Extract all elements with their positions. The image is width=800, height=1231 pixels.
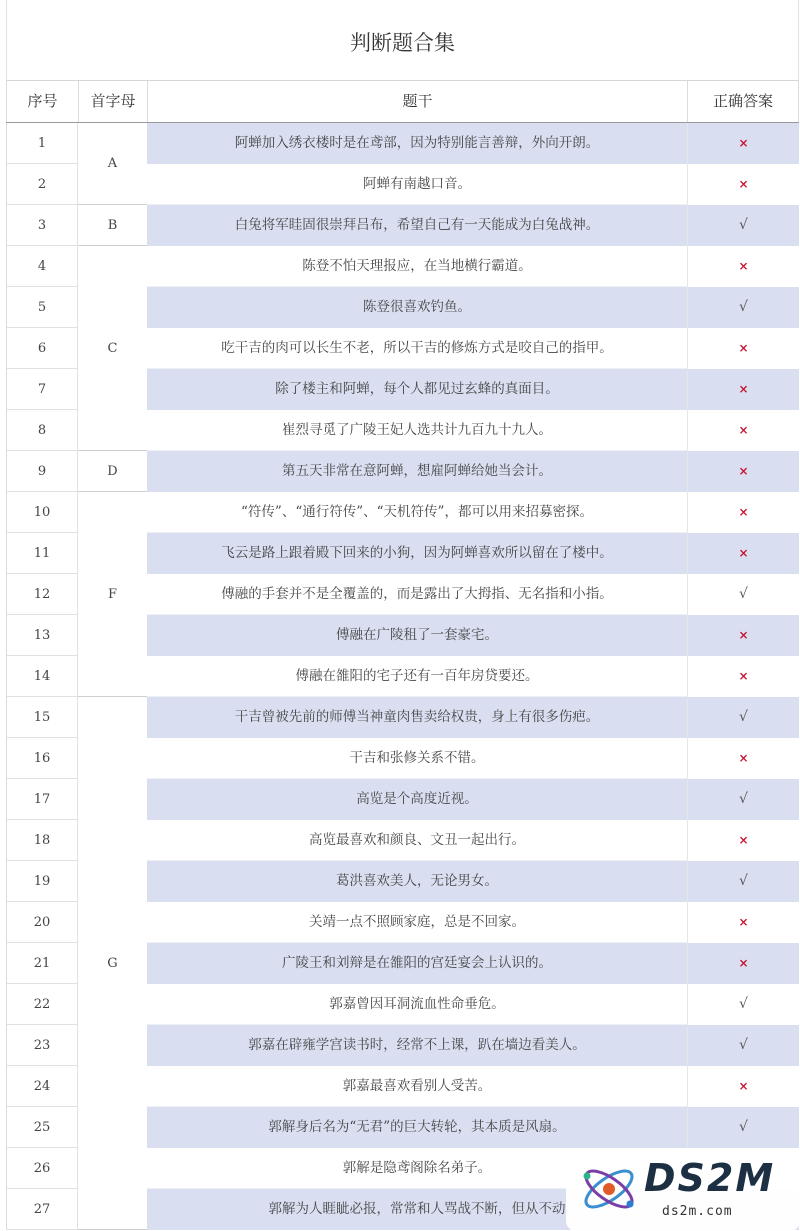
question-cell: 高览最喜欢和颜良、文丑一起出行。: [147, 820, 687, 861]
answer-cell: [687, 1107, 799, 1148]
answer-cell: [687, 533, 799, 574]
header-initial: 首字母: [78, 81, 147, 122]
question-cell: 除了楼主和阿蝉，每个人都见过玄蜂的真面目。: [147, 369, 687, 410]
watermark-url: ds2m.com: [662, 1204, 733, 1219]
row-index: 4: [6, 246, 78, 287]
answer-cell: [687, 1025, 799, 1066]
row-index: 24: [6, 1066, 78, 1107]
question-cell: 广陵王和刘辩是在雒阳的宫廷宴会上认识的。: [147, 943, 687, 984]
quiz-table: [6, 0, 799, 1230]
answer-cell: [687, 287, 799, 328]
question-cell: 吃干吉的肉可以长生不老，所以干吉的修炼方式是咬自己的指甲。: [147, 328, 687, 369]
row-index: 17: [6, 779, 78, 820]
answer-cell: [687, 656, 799, 697]
question-cell: 葛洪喜欢美人，无论男女。: [147, 861, 687, 902]
cross-mark-icon: ×: [738, 423, 749, 437]
answer-cell: [687, 123, 799, 164]
question-cell: 干吉曾被先前的师傅当神童肉售卖给权贵，身上有很多伤疤。: [147, 697, 687, 738]
answer-cell: [687, 451, 799, 492]
answer-cell: [687, 492, 799, 533]
answer-cell: [687, 902, 799, 943]
cross-mark-icon: ×: [738, 259, 749, 273]
question-cell: 郭嘉曾因耳洞流血性命垂危。: [147, 984, 687, 1025]
question-cell: 白兔将军眭固很崇拜吕布，希望自己有一天能成为白兔战神。: [147, 205, 687, 246]
cross-mark-icon: ×: [738, 833, 749, 847]
answer-cell: [687, 861, 799, 902]
answer-cell: [687, 820, 799, 861]
question-cell: 郭解身后名为“无君”的巨大转轮，其本质是风扇。: [147, 1107, 687, 1148]
cross-mark-icon: ×: [738, 628, 749, 642]
header-answer: 正确答案: [687, 81, 799, 122]
check-mark-icon: √: [739, 217, 748, 233]
cross-mark-icon: ×: [738, 956, 749, 970]
table-header: [6, 80, 799, 123]
question-cell: 阿蝉有南越口音。: [147, 164, 687, 205]
row-index: 10: [6, 492, 78, 533]
watermark: [566, 1148, 800, 1231]
question-cell: 阿蝉加入绣衣楼时是在鸢部，因为特别能言善辩，外向开朗。: [147, 123, 687, 164]
row-index: 6: [6, 328, 78, 369]
initial-group-cell: D: [78, 451, 147, 492]
row-index: 7: [6, 369, 78, 410]
cross-mark-icon: ×: [738, 751, 749, 765]
row-index: 12: [6, 574, 78, 615]
initial-group-cell: C: [78, 246, 147, 451]
question-cell: 第五天非常在意阿蝉，想雇阿蝉给她当会计。: [147, 451, 687, 492]
row-index: 11: [6, 533, 78, 574]
question-cell: 郭嘉在辟雍学宫读书时，经常不上课，趴在墙边看美人。: [147, 1025, 687, 1066]
question-cell: 陈登不怕天理报应，在当地横行霸道。: [147, 246, 687, 287]
row-index: 15: [6, 697, 78, 738]
cross-mark-icon: ×: [738, 136, 749, 150]
cross-mark-icon: ×: [738, 915, 749, 929]
check-mark-icon: √: [739, 299, 748, 315]
row-index: 5: [6, 287, 78, 328]
answer-cell: [687, 246, 799, 287]
watermark-text: DS2M: [644, 1156, 776, 1200]
answer-cell: [687, 369, 799, 410]
question-cell: “符传”、“通行符传”、“天机符传”，都可以用来招募密探。: [147, 492, 687, 533]
table-body: [6, 123, 799, 1230]
question-cell: 傅融的手套并不是全覆盖的，而是露出了大拇指、无名指和小指。: [147, 574, 687, 615]
answer-cell: [687, 574, 799, 615]
initial-group-cell: A: [78, 123, 147, 205]
answer-cell: [687, 205, 799, 246]
header-question: 题干: [147, 81, 687, 122]
answer-cell: [687, 943, 799, 984]
row-index: 19: [6, 861, 78, 902]
row-index: 3: [6, 205, 78, 246]
cross-mark-icon: ×: [738, 546, 749, 560]
header-index: 序号: [6, 81, 78, 122]
row-index: 27: [6, 1189, 78, 1230]
row-index: 25: [6, 1107, 78, 1148]
row-index: 26: [6, 1148, 78, 1189]
question-cell: 郭解为人睚眦必报，常常和人骂战不断，但从不动: [147, 1189, 687, 1230]
question-cell: 崔烈寻觅了广陵王妃人选共计九百九十九人。: [147, 410, 687, 451]
row-index: 22: [6, 984, 78, 1025]
answer-cell: [687, 1066, 799, 1107]
answer-cell: [687, 738, 799, 779]
row-index: 14: [6, 656, 78, 697]
page-title: 判断题合集: [6, 0, 799, 80]
cross-mark-icon: ×: [738, 177, 749, 191]
question-cell: 干吉和张修关系不错。: [147, 738, 687, 779]
check-mark-icon: √: [739, 791, 748, 807]
check-mark-icon: √: [739, 1119, 748, 1135]
question-cell: 飞云是路上跟着殿下回来的小狗，因为阿蝉喜欢所以留在了楼中。: [147, 533, 687, 574]
row-index: 18: [6, 820, 78, 861]
check-mark-icon: √: [739, 586, 748, 602]
cross-mark-icon: ×: [738, 341, 749, 355]
initial-group-cell: B: [78, 205, 147, 246]
check-mark-icon: √: [739, 996, 748, 1012]
check-mark-icon: √: [739, 873, 748, 889]
row-index: 1: [6, 123, 78, 164]
row-index: 23: [6, 1025, 78, 1066]
question-cell: 傅融在雒阳的宅子还有一百年房贷要还。: [147, 656, 687, 697]
row-index: 9: [6, 451, 78, 492]
check-mark-icon: √: [739, 709, 748, 725]
cross-mark-icon: ×: [738, 1079, 749, 1093]
question-cell: 郭嘉最喜欢看别人受苦。: [147, 1066, 687, 1107]
initial-group-cell: G: [78, 697, 147, 1230]
answer-cell: [687, 164, 799, 205]
answer-cell: [687, 328, 799, 369]
row-index: 20: [6, 902, 78, 943]
check-mark-icon: √: [739, 1037, 748, 1053]
row-index: 21: [6, 943, 78, 984]
question-cell: 高览是个高度近视。: [147, 779, 687, 820]
row-index: 2: [6, 164, 78, 205]
ds2m-atom-logo-icon: [578, 1158, 640, 1220]
question-cell: 关靖一点不照顾家庭，总是不回家。: [147, 902, 687, 943]
answer-cell: [687, 697, 799, 738]
cross-mark-icon: ×: [738, 464, 749, 478]
question-cell: 陈登很喜欢钓鱼。: [147, 287, 687, 328]
cross-mark-icon: ×: [738, 382, 749, 396]
initial-group-cell: F: [78, 492, 147, 697]
row-index: 8: [6, 410, 78, 451]
cross-mark-icon: ×: [738, 505, 749, 519]
cross-mark-icon: ×: [738, 669, 749, 683]
question-cell: 郭解是隐鸢阁除名弟子。: [147, 1148, 687, 1189]
question-cell: 傅融在广陵租了一套豪宅。: [147, 615, 687, 656]
answer-cell: [687, 615, 799, 656]
row-index: 16: [6, 738, 78, 779]
answer-cell: [687, 410, 799, 451]
answer-cell: [687, 779, 799, 820]
row-index: 13: [6, 615, 78, 656]
answer-cell: [687, 984, 799, 1025]
